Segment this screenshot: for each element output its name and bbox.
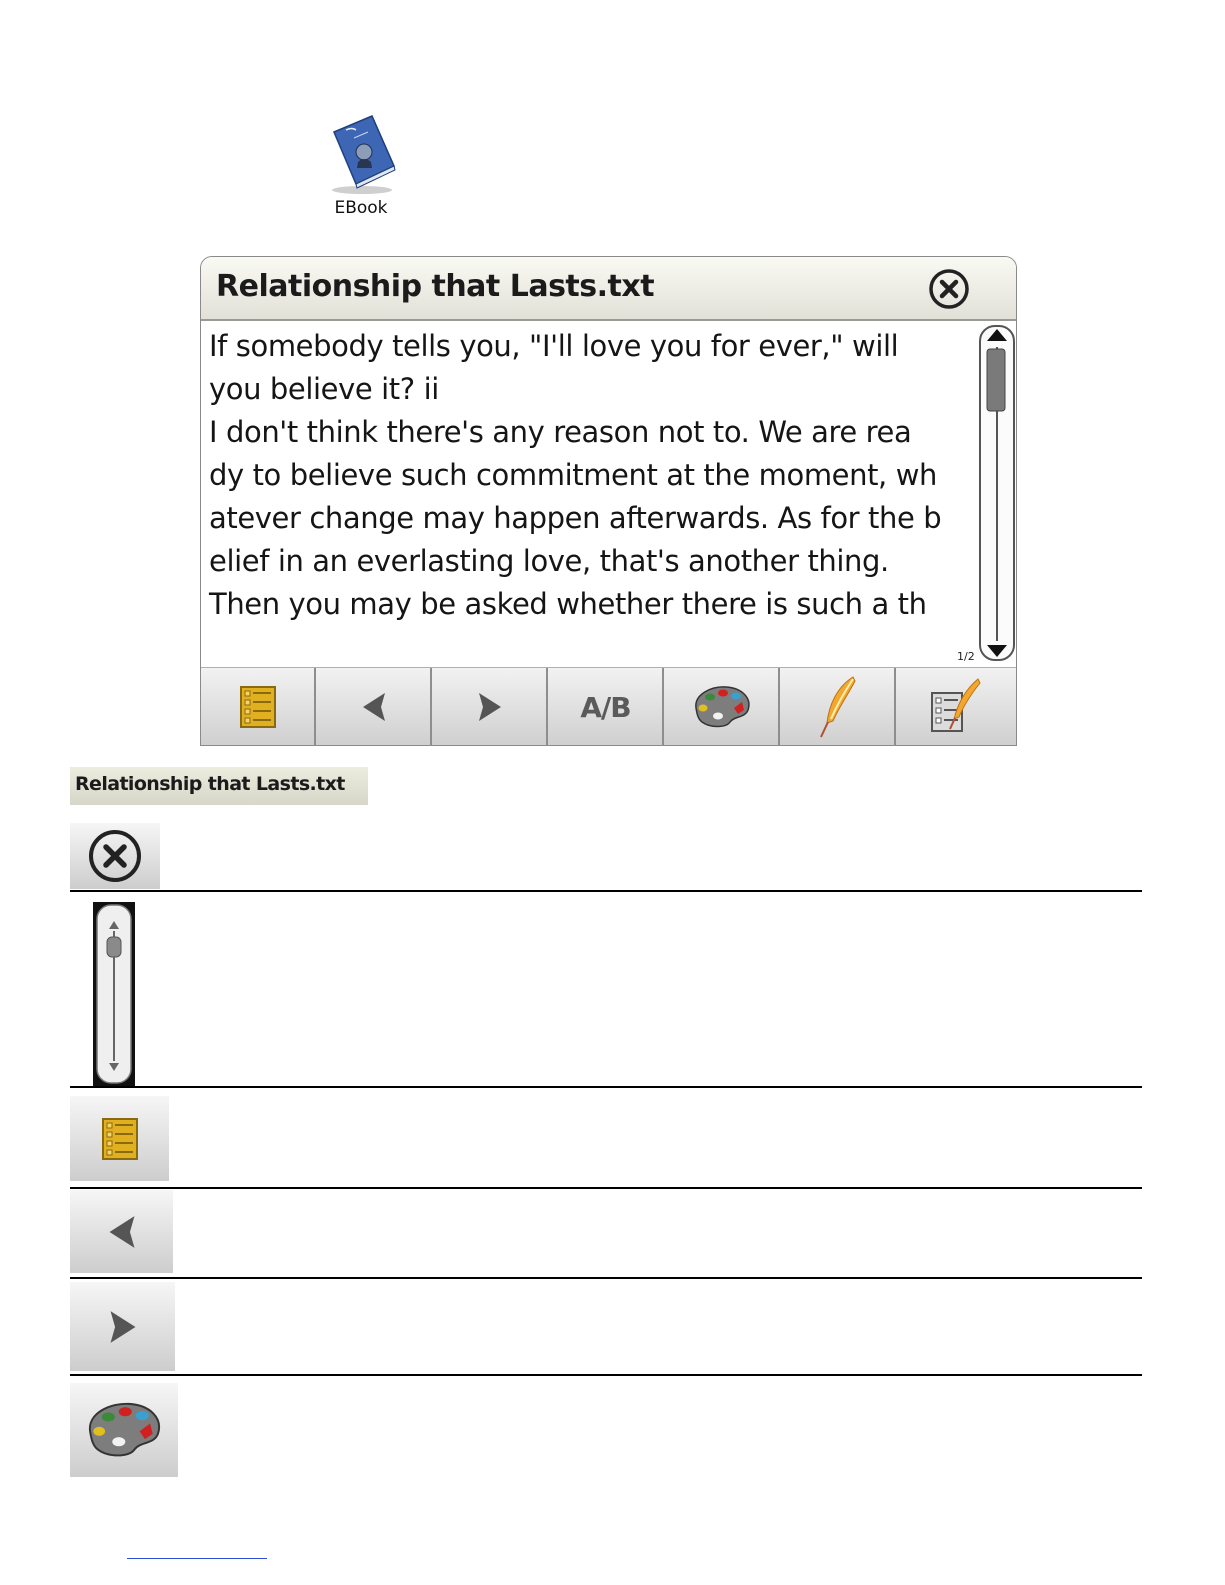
ebook-icon-label: EBook xyxy=(334,198,388,218)
list-book-icon xyxy=(238,685,278,729)
write-button[interactable] xyxy=(781,668,896,746)
list-pen-icon xyxy=(928,677,982,737)
palette-icon xyxy=(82,1400,166,1460)
footnote-rule xyxy=(127,1558,267,1559)
right-arrow-icon xyxy=(106,1307,140,1347)
divider xyxy=(70,1374,1142,1376)
legend-previous-page-icon xyxy=(70,1190,173,1273)
title-bar xyxy=(201,257,1016,321)
list-book-icon xyxy=(100,1116,140,1162)
close-icon xyxy=(925,265,973,313)
bookmark-list-button[interactable] xyxy=(201,668,316,746)
vertical-scrollbar[interactable] xyxy=(978,325,1016,662)
legend-next-page-icon xyxy=(70,1282,175,1371)
text-content[interactable] xyxy=(201,321,977,665)
divider xyxy=(70,1086,1142,1088)
text-line: dy to believe such commitment at the moment, wh xyxy=(209,458,937,492)
text-line: Then you may be asked whether there is such a th xyxy=(209,587,927,621)
text-line: I don't think there's any reason not to. We are rea xyxy=(209,415,912,449)
ebook-app-icon[interactable] xyxy=(322,112,400,232)
text-line: you believe it? ii xyxy=(209,372,439,406)
divider xyxy=(70,1277,1142,1279)
text-size-label: A/B xyxy=(580,690,631,724)
palette-icon xyxy=(690,684,754,730)
text-line: atever change may happen afterwards. As for the b xyxy=(209,501,942,535)
right-arrow-icon xyxy=(475,690,505,724)
left-arrow-icon xyxy=(105,1212,139,1252)
next-page-button[interactable] xyxy=(433,668,548,746)
text-line: If somebody tells you, "I'll love you for ever," will xyxy=(209,329,899,363)
divider xyxy=(70,1187,1142,1189)
legend-close-icon xyxy=(70,823,160,889)
page-indicator: 1/2 xyxy=(957,650,975,663)
previous-page-button[interactable] xyxy=(317,668,432,746)
feather-pen-icon xyxy=(815,675,861,739)
color-palette-button[interactable] xyxy=(665,668,780,746)
legend-palette-icon xyxy=(70,1383,178,1477)
edit-list-button[interactable] xyxy=(897,668,1012,746)
legend-bookmark-list-icon xyxy=(70,1096,169,1181)
window-title: Relationship that Lasts.txt xyxy=(216,269,655,304)
reader-window xyxy=(200,256,1017,746)
ebook-book-icon xyxy=(324,112,398,196)
legend-scrollbar-icon xyxy=(92,901,136,1087)
divider xyxy=(70,890,1142,892)
bottom-toolbar xyxy=(201,667,1016,746)
text-size-button[interactable] xyxy=(549,668,664,746)
scroll-thumb[interactable] xyxy=(987,349,1005,411)
legend-title-label: Relationship that Lasts.txt xyxy=(70,767,368,805)
close-icon xyxy=(85,826,145,886)
text-line: elief in an everlasting love, that's another thing. xyxy=(209,544,889,578)
close-button[interactable] xyxy=(925,265,973,313)
left-arrow-icon xyxy=(359,690,389,724)
